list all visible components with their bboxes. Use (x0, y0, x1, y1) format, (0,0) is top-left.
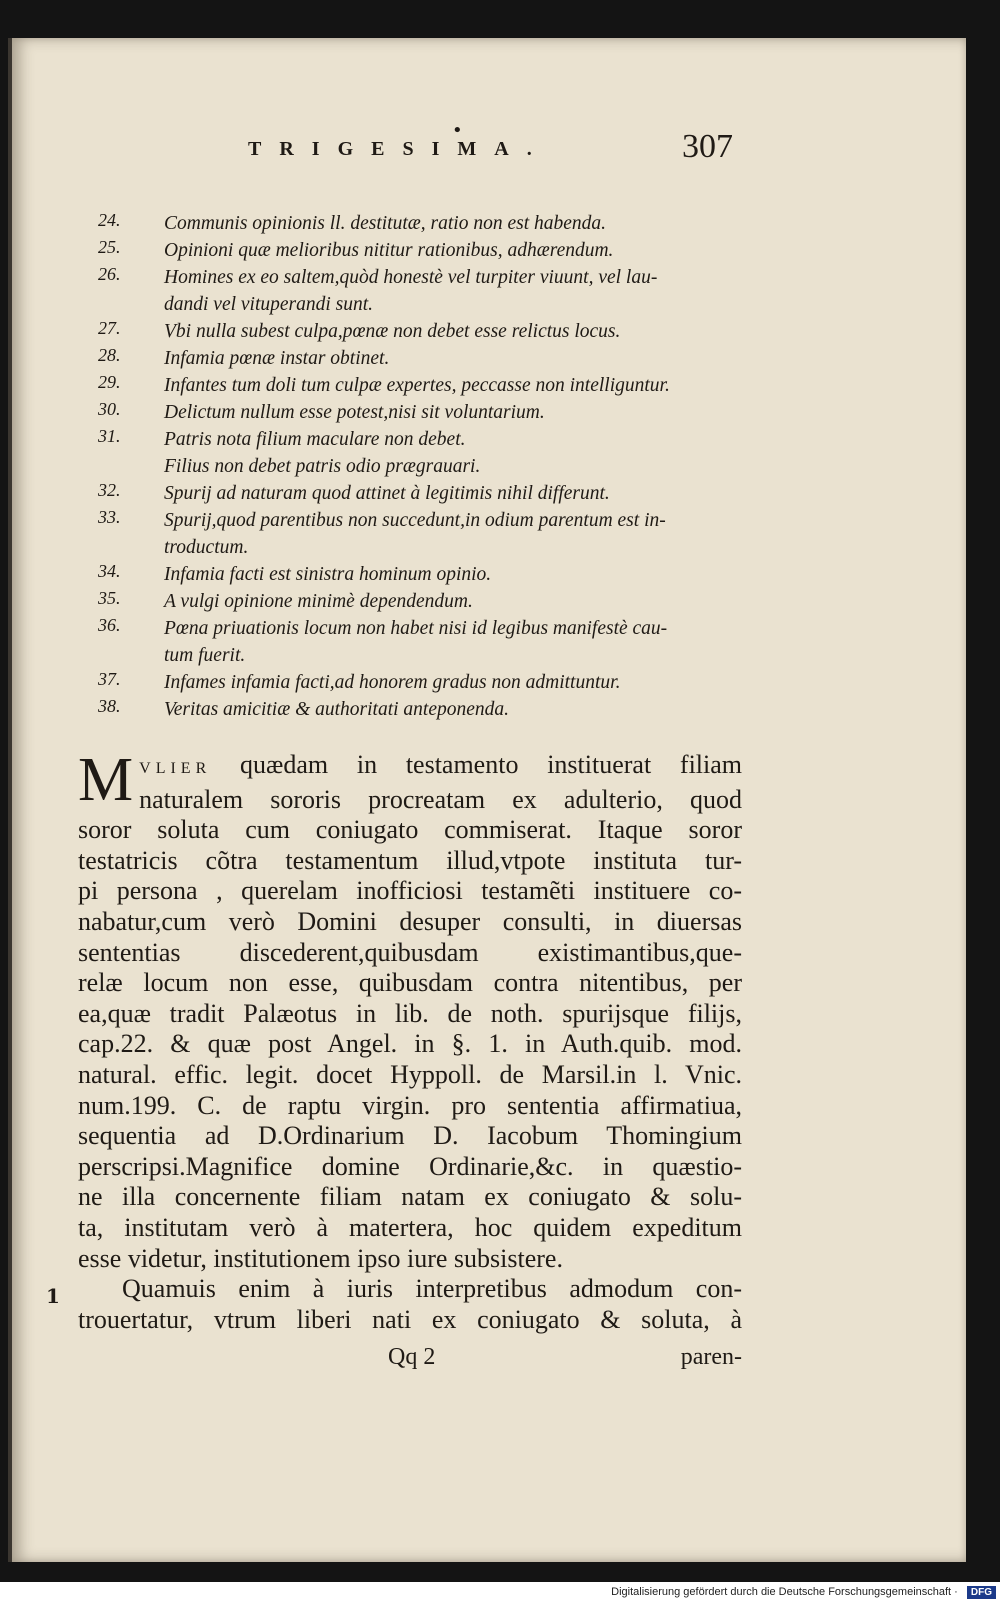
summary-text: Patris nota filium maculare non debet. (164, 429, 466, 450)
summary-item (98, 480, 758, 507)
summary-text-continued: troductum. (164, 537, 249, 558)
body-line: pi persona , querelam inofficiosi testamẽti instituere co- (78, 876, 742, 906)
summary-item (98, 345, 758, 372)
first-line-text: quædam in testamento instituerat filiam (240, 750, 743, 779)
body-line: sententias discederent,quibusdam existimantibus,que- (78, 937, 742, 967)
body-line: perscripsi.Magnifice domine Ordinarie,&c. in quæstio- (78, 1151, 742, 1181)
summary-item (98, 669, 758, 696)
summary-text: Communis opinionis ll. destitutæ, ratio non est habenda. (164, 213, 607, 234)
paragraph-1 (78, 785, 742, 1275)
summary-list (98, 210, 758, 723)
margin-note: 1 (46, 1284, 60, 1308)
main-text (78, 746, 743, 1335)
summary-item (98, 426, 758, 453)
catchword: paren- (680, 1344, 742, 1370)
running-header: TRIGESIMA. (248, 138, 550, 160)
summary-number: 34. (98, 561, 121, 581)
body-line: soror soluta cum coniugato commiserat. Itaque soror (78, 815, 742, 845)
summary-text: Infantes tum doli tum culpæ expertes, peccasse non intelliguntur. (164, 375, 670, 396)
credit-text: Digitalisierung gefördert durch die Deutsche Forschungsgemeinschaft · (611, 1586, 958, 1599)
summary-text: Infames infamia facti,ad honorem gradus non admittuntur. (164, 672, 621, 693)
body-line: ne illa concernente filiam natam ex coniugato & solu- (78, 1182, 742, 1212)
summary-text: Homines ex eo saltem,quòd honestè vel turpiter viuunt, vel lau- (164, 267, 658, 288)
summary-number: 38. (98, 696, 121, 716)
summary-item (98, 696, 758, 723)
summary-text: Infamia facti est sinistra hominum opinio. (164, 564, 492, 585)
summary-text-continued: Filius non debet patris odio prægrauari. (164, 456, 481, 477)
summary-item (98, 210, 758, 237)
body-line: natural. effic. legit. docet Hyppoll. de Marsil.in l. Vnic. (78, 1059, 742, 1089)
summary-item (98, 264, 758, 291)
summary-number: 30. (98, 399, 121, 419)
summary-number: 37. (98, 669, 121, 689)
summary-number: 27. (98, 318, 121, 338)
summary-item (98, 237, 758, 264)
summary-number: 24. (98, 210, 121, 230)
summary-number: 32. (98, 480, 121, 500)
summary-number: 26. (98, 264, 121, 284)
digitization-credit (0, 1586, 1000, 1599)
summary-text: Opinioni quæ melioribus nititur rationibus, adhærendum. (164, 240, 614, 261)
summary-text: Spurij,quod parentibus non succedunt,in odium parentum est in- (164, 510, 666, 531)
summary-text: Vbi nulla subest culpa,pœnæ non debet esse relictus locus. (164, 321, 621, 342)
summary-item (98, 588, 758, 615)
body-line: esse videtur, institutionem ipso iure subsistere. (78, 1243, 563, 1273)
body-line: naturalem sororis procreatam ex adulterio, quod (139, 784, 742, 814)
summary-item (98, 507, 758, 534)
summary-item (98, 561, 758, 588)
summary-item (98, 318, 758, 345)
summary-number: 28. (98, 345, 121, 365)
summary-text: Pœna priuationis locum non habet nisi id legibus manifestè cau- (164, 618, 668, 639)
summary-number: 35. (98, 588, 121, 608)
body-line: trouertatur, vtrum liberi nati ex coniugato & soluta, à (78, 1304, 742, 1334)
summary-number: 29. (98, 372, 121, 392)
dfg-logo: DFG (967, 1586, 996, 1599)
summary-item (98, 399, 758, 426)
summary-text: Infamia pœnæ instar obtinet. (164, 348, 390, 369)
decorative-dot: • (452, 120, 463, 141)
body-line: relæ locum non esse, quibusdam contra nitentibus, per (78, 968, 742, 998)
body-line: ta, institutam verò à matertera, hoc quidem expeditum (78, 1212, 742, 1242)
body-line: num.199. C. de raptu virgin. pro sententia affirmatiua, (78, 1090, 742, 1120)
summary-text: Spurij ad naturam quod attinet à legitimis nihil differunt. (164, 483, 610, 504)
summary-item (98, 372, 758, 399)
summary-text-continued: tum fuerit. (164, 645, 246, 666)
summary-text: Delictum nullum esse potest,nisi sit voluntarium. (164, 402, 545, 423)
summary-text: Veritas amicitiæ & authoritati anteponenda. (164, 699, 510, 720)
body-line: testatricis cõtra testamentum illud,vtpote instituta tur- (78, 845, 742, 875)
paragraph-2 (78, 1274, 742, 1335)
summary-text-continued: dandi vel vituperandi sunt. (164, 294, 374, 315)
summary-number: 25. (98, 237, 121, 257)
body-line: cap.22. & quæ post Angel. in §. 1. in Auth.quib. mod. (78, 1029, 742, 1059)
summary-number: 33. (98, 507, 121, 527)
drop-cap: M (78, 746, 134, 814)
page-number: 307 (682, 128, 733, 165)
summary-item (98, 615, 758, 642)
book-page (8, 38, 966, 1562)
summary-number: 31. (98, 426, 121, 446)
signature-mark: Qq 2 (388, 1344, 436, 1370)
summary-text: A vulgi opinione minimè dependendum. (164, 591, 473, 612)
page-footer (78, 1344, 742, 1384)
body-line: Quamuis enim à iuris interpretibus admodum con- (122, 1274, 742, 1304)
body-line: sequentia ad D.Ordinarium D. Iacobum Thomingium (78, 1121, 742, 1151)
first-word-smallcaps: VLIER (139, 760, 212, 777)
body-line: nabatur,cum verò Domini desuper consulti, in diuersas (78, 906, 742, 936)
body-line: ea,quæ tradit Palæotus in lib. de noth. spurijsque filijs, (78, 998, 742, 1028)
summary-number: 36. (98, 615, 121, 635)
